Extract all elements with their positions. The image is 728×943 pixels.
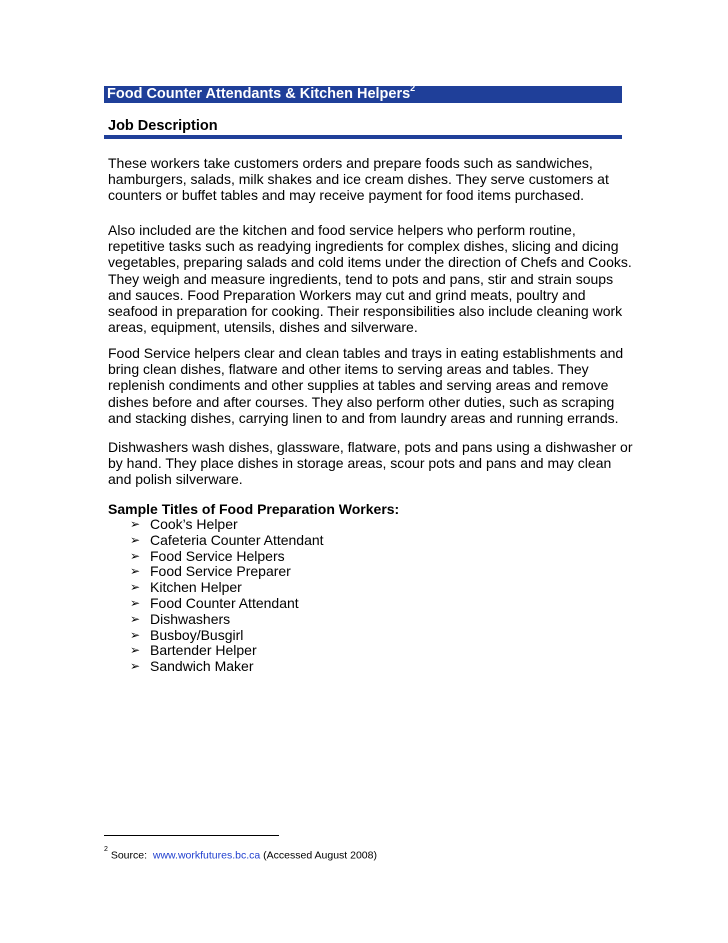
paragraph-line: hamburgers, salads, milk shakes and ice cream dishes. They serve customers at	[108, 171, 609, 188]
paragraph-food-service-helpers	[108, 345, 622, 426]
page-title-bar	[104, 83, 622, 103]
page-title: Food Counter Attendants & Kitchen Helpers	[107, 86, 411, 102]
list-item: ➢ Food Service Helpers	[130, 547, 285, 564]
list-item: ➢ Dishwashers	[130, 610, 231, 627]
paragraph-line: They weigh and measure ingredients, tend to pots and pans, stir and strain soups	[108, 270, 614, 287]
section-divider	[104, 135, 622, 139]
arrow-bullet-icon: ➢	[130, 643, 141, 658]
arrow-bullet-icon: ➢	[130, 627, 141, 642]
footnote-label: Source:	[110, 849, 148, 862]
arrow-bullet-icon: ➢	[130, 595, 141, 610]
arrow-bullet-icon: ➢	[130, 564, 141, 579]
footnote-separator	[104, 835, 279, 836]
arrow-bullet-icon: ➢	[130, 659, 141, 674]
arrow-bullet-icon: ➢	[130, 517, 141, 531]
paragraph-line: and sauces. Food Preparation Workers may cut and grind meats, poultry and	[108, 286, 586, 303]
paragraph-line: seafood in preparation for cooking. Their responsibilities also include cleaning work	[108, 303, 623, 320]
arrow-bullet-icon: ➢	[130, 548, 141, 563]
arrow-bullet-icon: ➢	[130, 580, 141, 595]
paragraph-line: Also included are the kitchen and food service helpers who perform routine,	[108, 222, 576, 238]
list-item: ➢ Bartender Helper	[130, 642, 257, 659]
footnote-note: (Accessed August 2008)	[263, 849, 377, 862]
footnote-number: 2	[104, 846, 108, 853]
list-item: ➢ Cook’s Helper	[130, 516, 238, 532]
paragraph-line: replenish condiments and other supplies at tables and serving areas and remove	[108, 377, 609, 394]
list-item: ➢ Cafeteria Counter Attendant	[130, 531, 324, 548]
footnote-source-link[interactable]: www.workfutures.bc.ca	[152, 849, 261, 862]
list-item: ➢ Busboy/Busgirl	[130, 626, 244, 643]
paragraph-line: Dishwashers wash dishes, glassware, flatware, pots and pans using a dishwasher or	[108, 439, 633, 455]
paragraph-line: repetitive tasks such as readying ingredients for complex dishes, slicing and dicing	[108, 238, 619, 255]
paragraph-line: and stacking dishes, carrying linen to and from laundry areas and running errands.	[108, 409, 619, 426]
sample-titles-heading: Sample Titles of Food Preparation Workers:	[108, 501, 400, 517]
sample-titles-list	[130, 517, 324, 675]
paragraph-line: counters or buffet tables and may receive payment for food items purchased.	[108, 187, 584, 204]
paragraph-line: Food Service helpers clear and clean tables and trays in eating establishments and	[108, 345, 624, 361]
section-heading: Job Description	[108, 118, 218, 134]
arrow-bullet-icon: ➢	[130, 611, 141, 626]
paragraph-line: by hand. They place dishes in storage areas, scour pots and pans and may clean	[108, 455, 612, 472]
paragraph-line: vegetables, preparing salads and cold items under the direction of Chefs and Cooks.	[108, 254, 632, 271]
list-item: ➢ Food Service Preparer	[130, 563, 291, 580]
arrow-bullet-icon: ➢	[130, 532, 141, 547]
footnote	[104, 846, 377, 863]
paragraph-dishwashers	[108, 439, 633, 488]
paragraph-line: These workers take customers orders and prepare foods such as sandwiches,	[108, 155, 593, 171]
paragraph-line: and polish silverware.	[108, 471, 243, 488]
paragraph-kitchen-helpers	[108, 222, 632, 336]
paragraph-line: bring clean dishes, flatware and other items to serving areas and tables. They	[108, 361, 589, 378]
footnote-reference[interactable]: 2	[410, 83, 416, 94]
paragraph-line: dishes before and after courses. They also perform other duties, such as scraping	[108, 393, 615, 410]
list-item: ➢ Kitchen Helper	[130, 579, 242, 596]
list-item: ➢ Sandwich Maker	[130, 658, 254, 675]
list-item: ➢ Food Counter Attendant	[130, 594, 299, 611]
paragraph-line: areas, equipment, utensils, dishes and silverware.	[108, 319, 418, 336]
paragraph-intro	[108, 155, 622, 204]
